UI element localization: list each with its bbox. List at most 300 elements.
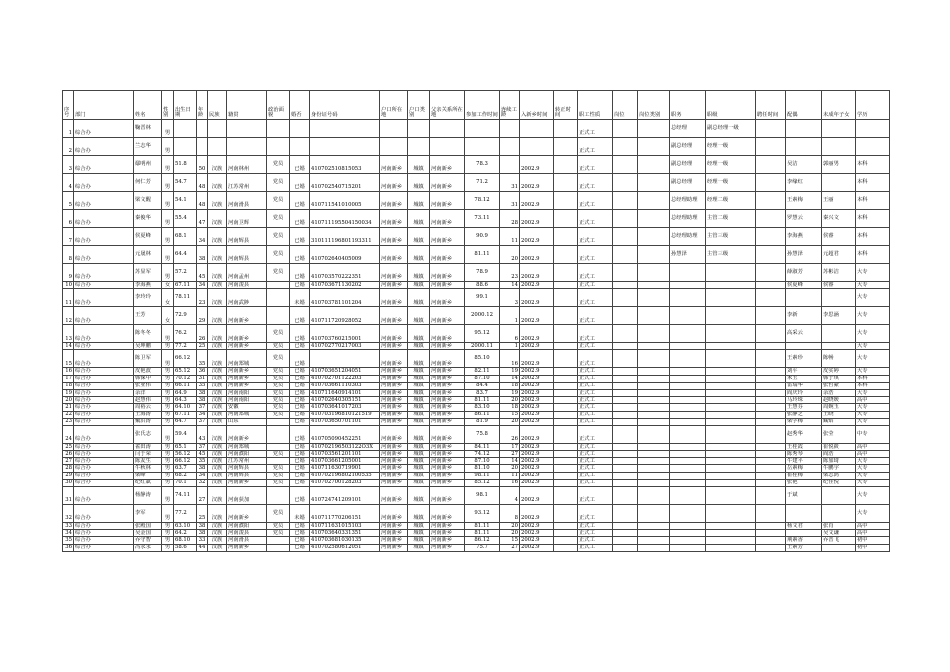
table-cell: 76.2 bbox=[174, 325, 197, 343]
table-cell: 综合办 bbox=[74, 397, 134, 404]
table-cell bbox=[500, 138, 520, 156]
table-cell bbox=[756, 472, 786, 479]
table-cell bbox=[756, 174, 786, 192]
table-cell: 已婚 bbox=[290, 325, 310, 343]
column-header: 年龄 bbox=[197, 91, 208, 120]
table-cell: 初中 bbox=[856, 537, 890, 544]
table-cell: 河南新乡 bbox=[380, 451, 408, 458]
table-cell: 23 bbox=[500, 264, 520, 282]
table-cell: 37 bbox=[197, 418, 208, 425]
table-cell: 大专 bbox=[856, 465, 890, 472]
table-cell bbox=[638, 120, 670, 138]
table-cell: 阎庆玲 bbox=[786, 389, 822, 396]
table-cell: 河南新乡 bbox=[430, 382, 465, 389]
table-cell: 2002.9 bbox=[520, 505, 554, 523]
table-cell bbox=[786, 343, 822, 350]
table-cell: 81.9 bbox=[465, 418, 500, 425]
table-cell: 河南新乡 bbox=[430, 479, 465, 486]
table-cell: 77.2 bbox=[174, 343, 197, 350]
table-cell bbox=[554, 382, 578, 389]
table-cell: 河南武陟 bbox=[227, 289, 267, 307]
table-cell: 女 bbox=[162, 289, 174, 307]
table-cell: 81.11 bbox=[465, 397, 500, 404]
table-cell: 河南新乡 bbox=[380, 458, 408, 465]
table-cell: 410703760215001 bbox=[310, 325, 380, 343]
table-cell bbox=[638, 425, 670, 443]
table-cell bbox=[554, 544, 578, 551]
table-cell: 大专 bbox=[856, 389, 890, 396]
table-cell: 主管三级 bbox=[706, 228, 756, 246]
table-cell: 男 bbox=[162, 487, 174, 505]
table-cell bbox=[554, 537, 578, 544]
table-cell: 19 bbox=[63, 389, 74, 396]
table-cell: 综合办 bbox=[74, 451, 134, 458]
table-cell: 88.6 bbox=[465, 282, 500, 289]
table-cell: 李海燕 bbox=[134, 282, 162, 289]
table-cell: 汉族 bbox=[208, 350, 227, 368]
table-cell: 2002.9 bbox=[520, 246, 554, 264]
table-cell: 综合办 bbox=[74, 289, 134, 307]
table-cell: 河南新乡 bbox=[380, 530, 408, 537]
table-cell: 经理一级 bbox=[706, 174, 756, 192]
table-cell bbox=[638, 530, 670, 537]
table-cell: 正式工 bbox=[578, 530, 613, 537]
table-cell: 410711720928052 bbox=[310, 307, 380, 325]
table-cell: 2002.9 bbox=[520, 174, 554, 192]
column-header: 籍贯 bbox=[227, 91, 267, 120]
table-cell: 已婚 bbox=[290, 487, 310, 505]
table-cell bbox=[310, 350, 380, 368]
table-cell: 已婚 bbox=[290, 411, 310, 418]
table-cell bbox=[613, 210, 638, 228]
table-cell: 75.7 bbox=[465, 544, 500, 551]
table-cell: 32 bbox=[197, 479, 208, 486]
table-cell: 已婚 bbox=[290, 174, 310, 192]
table-cell bbox=[706, 382, 756, 389]
table-cell bbox=[670, 389, 706, 396]
table-cell: 男 bbox=[162, 156, 174, 174]
table-cell: 党员 bbox=[267, 350, 290, 368]
table-cell: 16 bbox=[500, 350, 520, 368]
table-cell: 城镇 bbox=[408, 368, 430, 375]
table-cell bbox=[756, 458, 786, 465]
table-cell: 综合办 bbox=[74, 530, 134, 537]
table-cell: 城镇 bbox=[408, 472, 430, 479]
table-cell: 大专 bbox=[856, 411, 890, 418]
table-cell bbox=[706, 397, 756, 404]
table-cell: 85.10 bbox=[465, 350, 500, 368]
table-cell bbox=[670, 458, 706, 465]
table-cell: 藏焰 bbox=[822, 418, 856, 425]
table-cell: 于斌 bbox=[786, 487, 822, 505]
table-cell: 5 bbox=[63, 192, 74, 210]
table-cell: 17 bbox=[63, 375, 74, 382]
table-cell: 纪佳悦 bbox=[822, 479, 856, 486]
table-cell: 城镇 bbox=[408, 343, 430, 350]
table-cell: 31 bbox=[197, 375, 208, 382]
table-cell: 苏彬洁 bbox=[822, 264, 856, 282]
table-cell: 大专 bbox=[856, 264, 890, 282]
table-cell bbox=[174, 120, 197, 138]
table-cell: 正式工 bbox=[578, 544, 613, 551]
table-cell bbox=[670, 382, 706, 389]
table-cell: 城镇 bbox=[408, 228, 430, 246]
table-cell bbox=[267, 443, 290, 450]
table-cell bbox=[638, 343, 670, 350]
table-cell: 党员 bbox=[267, 451, 290, 458]
table-cell bbox=[554, 307, 578, 325]
table-cell: 河南新乡 bbox=[380, 174, 408, 192]
table-cell: 81.11 bbox=[465, 246, 500, 264]
table-cell: 正式工 bbox=[578, 451, 613, 458]
table-cell bbox=[786, 138, 822, 156]
table-cell: 王素芳 bbox=[786, 544, 822, 551]
table-cell: 2002.9 bbox=[520, 458, 554, 465]
table-cell: 2002.9 bbox=[520, 350, 554, 368]
table-body bbox=[63, 120, 890, 552]
table-cell: 410702701122203 bbox=[310, 375, 380, 382]
table-cell: 赵秀华 bbox=[786, 425, 822, 443]
table-cell: 78.9 bbox=[465, 264, 500, 282]
table-cell bbox=[554, 479, 578, 486]
table-cell: 73.11 bbox=[465, 210, 500, 228]
table-cell: 26 bbox=[63, 451, 74, 458]
table-cell bbox=[638, 411, 670, 418]
table-cell: 侯夏峰 bbox=[134, 228, 162, 246]
table-cell bbox=[613, 246, 638, 264]
table-cell bbox=[267, 425, 290, 443]
table-cell: 党员 bbox=[267, 505, 290, 523]
table-cell bbox=[706, 418, 756, 425]
table-cell bbox=[856, 120, 890, 138]
table-cell: 牛秋林 bbox=[134, 465, 162, 472]
table-cell bbox=[267, 120, 290, 138]
table-cell: 党员 bbox=[267, 479, 290, 486]
table-cell: 综合办 bbox=[74, 472, 134, 479]
table-cell: 男 bbox=[162, 544, 174, 551]
table-cell: 汉族 bbox=[208, 289, 227, 307]
table-cell: 李思涵 bbox=[822, 307, 856, 325]
table-cell: 正式工 bbox=[578, 425, 613, 443]
table-cell: 河南新乡 bbox=[430, 282, 465, 289]
table-cell: 党员 bbox=[267, 343, 290, 350]
table-cell: 78.11 bbox=[174, 289, 197, 307]
table-cell: 河南新乡 bbox=[380, 404, 408, 411]
table-cell bbox=[638, 264, 670, 282]
table-cell: 14 bbox=[63, 343, 74, 350]
table-cell: 64.7 bbox=[174, 418, 197, 425]
table-cell: 18 bbox=[500, 382, 520, 389]
table-cell: 综合办 bbox=[74, 350, 134, 368]
table-cell: 乔守智 bbox=[134, 537, 162, 544]
table-row bbox=[63, 343, 890, 350]
table-cell: 综合办 bbox=[74, 210, 134, 228]
table-cell: 河南新乡 bbox=[380, 192, 408, 210]
table-cell bbox=[638, 465, 670, 472]
table-cell bbox=[613, 418, 638, 425]
table-cell bbox=[706, 282, 756, 289]
table-cell: 正式工 bbox=[578, 307, 613, 325]
table-cell bbox=[613, 425, 638, 443]
table-cell: 8 bbox=[500, 505, 520, 523]
table-cell bbox=[706, 375, 756, 382]
table-cell: 已婚 bbox=[290, 544, 310, 551]
table-cell: 河南新乡 bbox=[430, 523, 465, 530]
table-cell: 23 bbox=[197, 289, 208, 307]
table-cell bbox=[756, 487, 786, 505]
table-cell: 已婚 bbox=[290, 418, 310, 425]
table-cell: 2000.11 bbox=[465, 343, 500, 350]
table-cell: 城镇 bbox=[408, 411, 430, 418]
table-cell: 苏显军 bbox=[134, 264, 162, 282]
table-cell: 综合办 bbox=[74, 228, 134, 246]
table-cell: 正式工 bbox=[578, 375, 613, 382]
table-cell: 2 bbox=[63, 138, 74, 156]
table-cell: 56.12 bbox=[174, 451, 197, 458]
table-cell: 元晟林 bbox=[134, 246, 162, 264]
table-cell: 河南浚县 bbox=[227, 282, 267, 289]
table-cell: 大专 bbox=[856, 505, 890, 523]
table-cell: 410703650701101 bbox=[310, 418, 380, 425]
table-cell: 河南新乡 bbox=[430, 289, 465, 307]
table-cell: 张哲豪 bbox=[822, 382, 856, 389]
table-cell: 城镇 bbox=[408, 375, 430, 382]
column-header: 性别 bbox=[162, 91, 174, 120]
table-cell bbox=[786, 120, 822, 138]
table-cell: 赵晓媛 bbox=[822, 397, 856, 404]
table-cell bbox=[638, 138, 670, 156]
table-cell: 男 bbox=[162, 458, 174, 465]
table-cell: 正式工 bbox=[578, 472, 613, 479]
table-cell: 男 bbox=[162, 210, 174, 228]
table-cell: 韩保中 bbox=[134, 375, 162, 382]
table-cell: 33 bbox=[63, 523, 74, 530]
table-cell: 崔悦筱 bbox=[822, 443, 856, 450]
table-cell: 20 bbox=[500, 530, 520, 537]
table-cell: 2002.9 bbox=[520, 192, 554, 210]
table-cell: 84.11 bbox=[465, 443, 500, 450]
table-cell: 男 bbox=[162, 350, 174, 368]
table-cell: 城镇 bbox=[408, 505, 430, 523]
table-cell: 27 bbox=[500, 544, 520, 551]
table-cell bbox=[706, 264, 756, 282]
table-row bbox=[63, 307, 890, 325]
table-cell: 罗慧云 bbox=[786, 210, 822, 228]
table-cell: 410702196802100535 bbox=[310, 472, 380, 479]
table-cell: 高中 bbox=[856, 530, 890, 537]
table-cell: 51.8 bbox=[174, 156, 197, 174]
table-cell: 男 bbox=[162, 343, 174, 350]
table-cell bbox=[554, 282, 578, 289]
table-cell: 河南新乡 bbox=[380, 228, 408, 246]
table-cell: 大专 bbox=[856, 282, 890, 289]
table-cell: 本科 bbox=[856, 210, 890, 228]
table-cell: 汉族 bbox=[208, 544, 227, 551]
table-cell: 王晓 bbox=[822, 411, 856, 418]
table-cell: 正式工 bbox=[578, 479, 613, 486]
table-cell bbox=[756, 389, 786, 396]
table-cell: 综合办 bbox=[74, 368, 134, 375]
table-cell: 男 bbox=[162, 228, 174, 246]
table-cell bbox=[786, 289, 822, 307]
table-cell bbox=[227, 138, 267, 156]
table-cell bbox=[756, 138, 786, 156]
table-cell: 81.11 bbox=[465, 523, 500, 530]
table-cell: 已婚 bbox=[290, 530, 310, 537]
table-cell: 已婚 bbox=[290, 156, 310, 174]
table-cell: 男 bbox=[162, 425, 174, 443]
table-cell: 河南新乡 bbox=[430, 465, 465, 472]
table-cell: 综合办 bbox=[74, 411, 134, 418]
table-cell: 经理一级 bbox=[706, 138, 756, 156]
table-cell bbox=[613, 487, 638, 505]
table-cell bbox=[822, 138, 856, 156]
table-cell: 正式工 bbox=[578, 465, 613, 472]
table-cell: 35 bbox=[63, 537, 74, 544]
table-cell: 已婚 bbox=[290, 443, 310, 450]
table-cell: 38 bbox=[197, 246, 208, 264]
table-cell: 汉族 bbox=[208, 404, 227, 411]
table-cell bbox=[706, 389, 756, 396]
column-header: 部门 bbox=[74, 91, 134, 120]
table-cell: 71.2 bbox=[465, 174, 500, 192]
table-cell bbox=[613, 343, 638, 350]
table-cell bbox=[756, 544, 786, 551]
table-row bbox=[63, 530, 890, 537]
table-cell: 雷瑞华 bbox=[786, 382, 822, 389]
table-cell: 梁学梅 bbox=[786, 418, 822, 425]
table-cell bbox=[670, 465, 706, 472]
table-cell: 党员 bbox=[267, 382, 290, 389]
table-cell: 84.4 bbox=[465, 382, 500, 389]
table-cell bbox=[267, 418, 290, 425]
table-cell: 汉族 bbox=[208, 425, 227, 443]
column-header: 转正时间 bbox=[554, 91, 578, 120]
table-cell: 410703781101204 bbox=[310, 289, 380, 307]
table-cell: 已婚 bbox=[290, 404, 310, 411]
column-header: 政治面貌 bbox=[267, 91, 290, 120]
table-cell: 410711770206151 bbox=[310, 505, 380, 523]
table-cell: 15 bbox=[500, 537, 520, 544]
table-cell: 河南新乡 bbox=[380, 307, 408, 325]
table-cell: 杨静涛 bbox=[134, 487, 162, 505]
table-cell: 张氏志 bbox=[134, 425, 162, 443]
table-cell: 冯永永 bbox=[134, 544, 162, 551]
table-cell: 综合办 bbox=[74, 246, 134, 264]
table-cell: 高采云 bbox=[786, 325, 822, 343]
table-cell: 侯睿 bbox=[822, 228, 856, 246]
table-cell: 高中 bbox=[856, 451, 890, 458]
table-cell: 吴洁 bbox=[786, 156, 822, 174]
table-cell: 党员 bbox=[267, 325, 290, 343]
table-cell bbox=[638, 368, 670, 375]
table-cell: 72.9 bbox=[174, 307, 197, 325]
table-cell: 河南新乡 bbox=[380, 246, 408, 264]
table-cell bbox=[756, 404, 786, 411]
table-cell bbox=[408, 138, 430, 156]
table-cell: 45 bbox=[197, 451, 208, 458]
table-cell: 城镇 bbox=[408, 425, 430, 443]
table-cell: 河南新乡 bbox=[430, 368, 465, 375]
table-cell: 综合办 bbox=[74, 418, 134, 425]
table-cell: 高中 bbox=[856, 397, 890, 404]
table-cell: 综合办 bbox=[74, 505, 134, 523]
table-cell: 安徽 bbox=[227, 404, 267, 411]
table-cell: 本科 bbox=[856, 382, 890, 389]
table-cell: 男 bbox=[162, 411, 174, 418]
table-cell bbox=[613, 382, 638, 389]
table-cell: 江苏常州 bbox=[227, 174, 267, 192]
table-cell: 河南新乡 bbox=[227, 382, 267, 389]
table-cell: 大专 bbox=[856, 350, 890, 368]
table-cell bbox=[613, 375, 638, 382]
table-cell: 30 bbox=[63, 479, 74, 486]
table-cell bbox=[613, 174, 638, 192]
table-cell bbox=[613, 307, 638, 325]
table-cell: 河南获加 bbox=[227, 487, 267, 505]
table-cell: 城镇 bbox=[408, 350, 430, 368]
table-cell bbox=[554, 443, 578, 450]
table-cell: 25 bbox=[63, 443, 74, 450]
table-cell: 河南新乡 bbox=[380, 443, 408, 450]
table-cell: 陈畅 bbox=[822, 350, 856, 368]
table-cell: 83.10 bbox=[465, 404, 500, 411]
table-cell: 34 bbox=[197, 228, 208, 246]
table-cell bbox=[670, 487, 706, 505]
table-cell bbox=[756, 523, 786, 530]
table-cell: 河南濮阳 bbox=[227, 451, 267, 458]
table-cell: 67.11 bbox=[174, 282, 197, 289]
table-cell: 310111196801193311 bbox=[310, 228, 380, 246]
table-cell: 已婚 bbox=[290, 397, 310, 404]
table-cell: 14 bbox=[500, 375, 520, 382]
table-cell: 2002.9 bbox=[520, 289, 554, 307]
column-header: 民族 bbox=[208, 91, 227, 120]
table-cell: 河南新乡 bbox=[380, 343, 408, 350]
table-cell: 66.12 bbox=[174, 350, 197, 368]
table-cell: 城镇 bbox=[408, 479, 430, 486]
table-row bbox=[63, 451, 890, 458]
table-cell: 城镇 bbox=[408, 443, 430, 450]
table-cell: 秦俊华 bbox=[134, 210, 162, 228]
table-cell: 410711640914101 bbox=[310, 389, 380, 396]
table-cell: 河南新乡 bbox=[380, 544, 408, 551]
table-cell: 大专 bbox=[856, 404, 890, 411]
table-cell: 31 bbox=[500, 192, 520, 210]
table-cell bbox=[554, 138, 578, 156]
table-cell bbox=[706, 530, 756, 537]
table-cell bbox=[613, 192, 638, 210]
table-cell: 93.12 bbox=[465, 505, 500, 523]
table-cell: 孙慧泽 bbox=[786, 246, 822, 264]
table-cell: 正式工 bbox=[578, 138, 613, 156]
table-cell: 75.8 bbox=[465, 425, 500, 443]
table-cell: 男 bbox=[162, 246, 174, 264]
table-cell bbox=[706, 325, 756, 343]
table-cell: 64.10 bbox=[174, 404, 197, 411]
column-header: 连续工龄 bbox=[500, 91, 520, 120]
table-cell: 本科 bbox=[856, 156, 890, 174]
table-cell: 18 bbox=[500, 404, 520, 411]
table-cell: 34 bbox=[63, 530, 74, 537]
table-cell: 侯夏峰 bbox=[786, 282, 822, 289]
table-cell: 正式工 bbox=[578, 368, 613, 375]
table-cell bbox=[756, 451, 786, 458]
table-cell bbox=[554, 210, 578, 228]
table-cell: 21 bbox=[63, 404, 74, 411]
table-cell: 河南南阳 bbox=[227, 389, 267, 396]
table-cell: 男 bbox=[162, 325, 174, 343]
